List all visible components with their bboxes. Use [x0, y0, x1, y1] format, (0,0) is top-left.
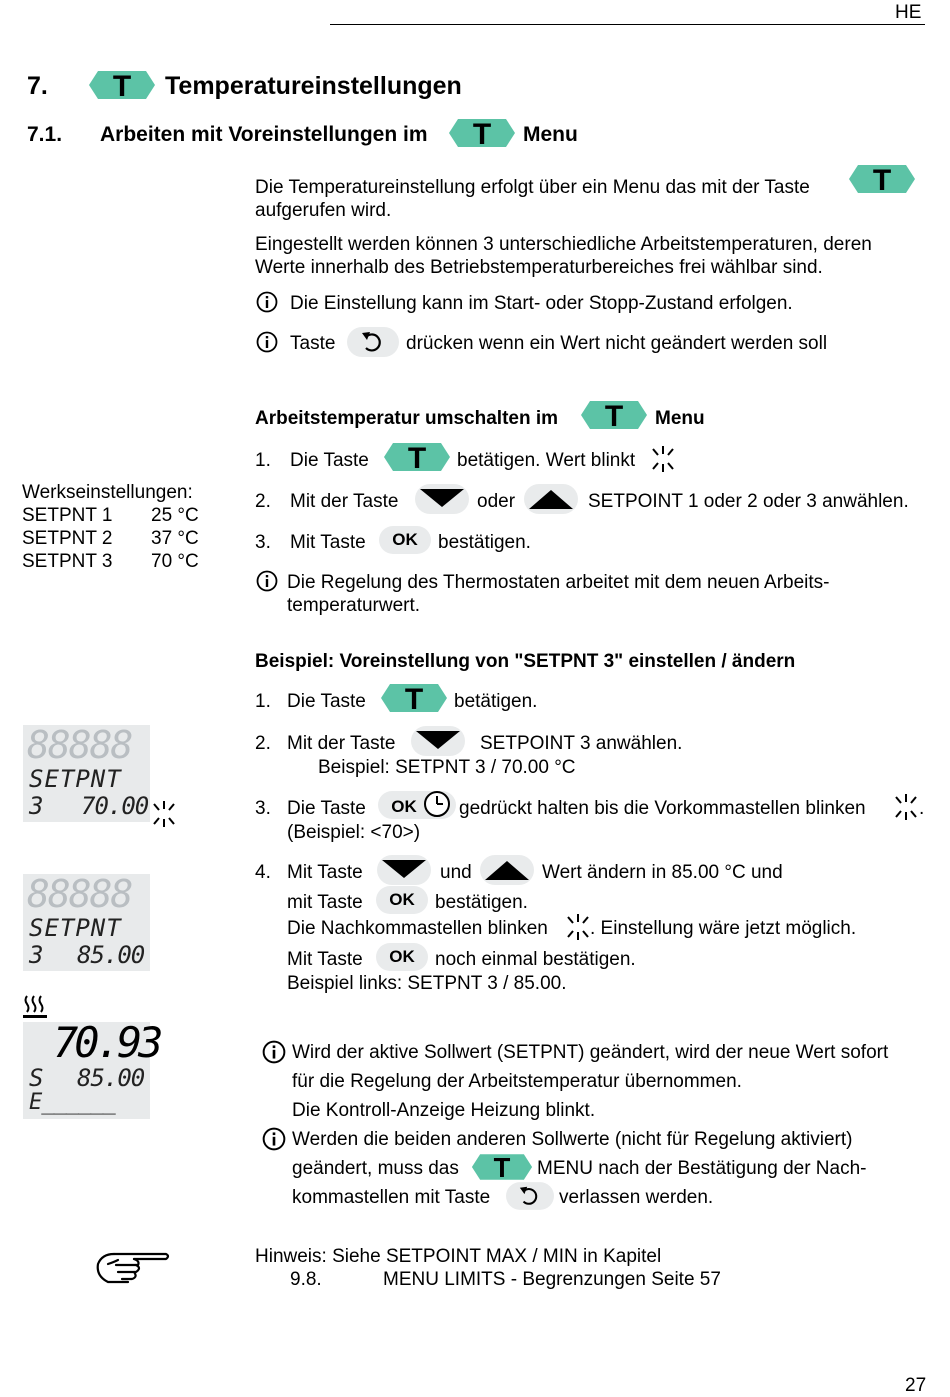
- lcd-line-3-left: 3: [29, 941, 44, 969]
- info-icon: [256, 331, 278, 358]
- svg-text:T: T: [493, 1153, 511, 1181]
- step-text: oder: [477, 491, 516, 512]
- note-2-line-3-before: kommastellen mit Taste: [292, 1187, 491, 1208]
- back-key-icon: [347, 327, 399, 362]
- step-text: Mit der Taste: [287, 733, 396, 754]
- chapter-title: Temperatureinstellungen: [165, 72, 462, 100]
- svg-text:OK: OK: [391, 797, 417, 816]
- t-key-icon: [380, 683, 448, 718]
- arrow-down-icon: [415, 484, 469, 519]
- step-text: betätigen.: [454, 691, 538, 712]
- svg-text:T: T: [407, 442, 427, 472]
- chapter-number: 7.: [27, 72, 48, 100]
- header-label: HE: [895, 2, 922, 23]
- section1-heading-suffix: Menu: [655, 408, 705, 429]
- step-number: 3.: [255, 532, 271, 553]
- step-text: SETPOINT 3 anwählen.: [480, 733, 683, 754]
- hint-line-2-text: MENU LIMITS - Begrenzungen Seite 57: [383, 1269, 721, 1290]
- step-text: und: [440, 862, 472, 883]
- arrow-down-icon: [377, 855, 431, 890]
- note-1-line-3: Die Kontroll-Anzeige Heizung blinkt.: [292, 1100, 596, 1121]
- step-number: 2.: [255, 733, 271, 754]
- step-text: Mit Taste: [290, 532, 366, 553]
- factory-row-name: SETPNT 2: [22, 528, 113, 549]
- lcd-line-3-right: 70.00: [81, 792, 149, 820]
- step-text: Die Taste: [287, 691, 366, 712]
- step-number: 2.: [255, 491, 271, 512]
- svg-text:T: T: [472, 118, 492, 148]
- step-text: Die Nachkommastellen blinken: [287, 918, 548, 939]
- step-number: 4.: [255, 862, 271, 883]
- blink-icon: [650, 445, 676, 478]
- step-text: bestätigen.: [435, 892, 528, 913]
- header-rule: [330, 24, 925, 25]
- section-number: 7.1.: [27, 123, 63, 146]
- svg-text:T: T: [112, 70, 132, 100]
- step-text: mit Taste: [287, 892, 363, 913]
- t-key-icon: [383, 442, 451, 477]
- step-example: Beispiel: SETPNT 3 / 70.00 °C: [318, 757, 576, 778]
- intro-line-4: Werte innerhalb des Betriebstemperaturbereiches frei wählbar sind.: [255, 257, 823, 278]
- lcd-ghost-digits: 88888: [27, 872, 132, 916]
- blink-icon: [893, 793, 919, 826]
- step-text: Wert ändern in 85.00 °C und: [542, 862, 783, 883]
- step-text: . Einstellung wäre jetzt möglich.: [590, 918, 857, 939]
- lcd-display-3: [23, 1018, 160, 1119]
- t-key-icon: [88, 70, 156, 105]
- factory-row-value: 70 °C: [151, 551, 199, 572]
- section1-info-line-1: Die Regelung des Thermostaten arbeitet mit dem neuen Arbeits-: [287, 572, 830, 593]
- lcd-line-2: SETPNT: [29, 765, 122, 793]
- lcd-line-2-left: S: [29, 1064, 44, 1092]
- heating-icon: [23, 994, 47, 1025]
- lcd-line-3-right: 85.00: [77, 941, 145, 969]
- ok-key-icon: OK: [379, 526, 431, 554]
- arrow-up-icon: [524, 484, 578, 519]
- note-1-line-1: Wird der aktive Sollwert (SETPNT) geändert, wird der neue Wert sofort: [292, 1042, 889, 1063]
- step-text: SETPOINT 1 oder 2 oder 3 anwählen.: [588, 491, 909, 512]
- step-text: Beispiel links: SETPNT 3 / 85.00.: [287, 973, 567, 994]
- info-icon: [262, 1127, 286, 1156]
- note-2-line-3-after: verlassen werden.: [559, 1187, 714, 1208]
- section-title: Arbeiten mit Voreinstellungen im: [100, 123, 428, 146]
- ok-key-icon: OK: [376, 943, 428, 971]
- step-text: Die Taste: [290, 450, 369, 471]
- arrow-up-icon: [480, 855, 534, 890]
- step-example: (Beispiel: <70>): [287, 822, 421, 843]
- pointing-hand-icon: [94, 1246, 172, 1291]
- info-icon: [256, 570, 278, 597]
- lcd-display-1: [23, 725, 150, 822]
- step-number: 1.: [255, 691, 271, 712]
- step-text: Mit Taste: [287, 949, 363, 970]
- note-2-line-2-after: MENU nach der Bestätigung der Nach-: [537, 1158, 867, 1179]
- back-key-icon: [506, 1182, 554, 1215]
- factory-row-value: 37 °C: [151, 528, 199, 549]
- step-number: 1.: [255, 450, 271, 471]
- lcd-line-2-right: 85.00: [77, 1064, 145, 1092]
- ok-key-icon: OK: [376, 886, 428, 914]
- lcd-line-3: E______: [29, 1090, 115, 1115]
- lcd-line-2: SETPNT: [29, 914, 122, 942]
- step-text: Mit Taste: [287, 862, 363, 883]
- page-number: 27: [905, 1375, 927, 1396]
- step-text: gedrückt halten bis die Vorkommastellen blinken: [459, 798, 866, 819]
- section2-heading: Beispiel: Voreinstellung von "SETPNT 3" einstellen / ändern: [255, 651, 796, 672]
- step-number: 3.: [255, 798, 271, 819]
- factory-heading: Werkseinstellungen:: [22, 482, 193, 503]
- note-2-line-1: Werden die beiden anderen Sollwerte (nicht für Regelung aktiviert): [292, 1129, 853, 1150]
- svg-text:T: T: [404, 683, 424, 713]
- intro-line-2: aufgerufen wird.: [255, 200, 392, 221]
- t-key-icon: [848, 164, 916, 199]
- lcd-line-3-left: 3: [29, 792, 44, 820]
- section1-heading: Arbeitstemperatur umschalten im: [255, 408, 559, 429]
- hint-line-1: Hinweis: Siehe SETPOINT MAX / MIN in Kapitel: [255, 1246, 662, 1267]
- intro-line-3: Eingestellt werden können 3 unterschiedliche Arbeitstemperaturen, deren: [255, 234, 872, 255]
- section1-info-line-2: temperaturwert.: [287, 595, 421, 616]
- step-text: bestätigen.: [438, 532, 531, 553]
- lcd-display-2: [23, 874, 150, 971]
- step-text: Die Taste: [287, 798, 366, 819]
- svg-text:T: T: [604, 400, 624, 430]
- intro-info-2-after: drücken wenn ein Wert nicht geändert werden soll: [406, 333, 828, 354]
- factory-row-name: SETPNT 1: [22, 505, 113, 526]
- t-key-icon: [448, 118, 516, 153]
- intro-line-1: Die Temperatureinstellung erfolgt über ein Menu das mit der Taste: [255, 177, 810, 198]
- intro-info-1: Die Einstellung kann im Start- oder Stopp-Zustand erfolgen.: [290, 293, 793, 314]
- step-text: Mit der Taste: [290, 491, 399, 512]
- step-text: betätigen. Wert blinkt: [457, 450, 636, 471]
- note-1-line-2: für die Regelung der Arbeitstemperatur übernommen.: [292, 1071, 742, 1092]
- step-text-end: .: [919, 798, 925, 819]
- hint-line-2-number: 9.8.: [290, 1269, 322, 1290]
- note-2-line-2-before: geändert, muss das: [292, 1158, 459, 1179]
- lcd-ghost-digits: 88888: [27, 723, 132, 767]
- factory-row-name: SETPNT 3: [22, 551, 113, 572]
- blink-icon: [565, 913, 591, 946]
- lcd-big-value: 70.93: [53, 1018, 160, 1067]
- section-title-suffix: Menu: [523, 123, 578, 146]
- intro-info-2-before: Taste: [290, 333, 336, 354]
- blink-icon: [151, 800, 177, 833]
- info-icon: [262, 1040, 286, 1069]
- factory-row-value: 25 °C: [151, 505, 199, 526]
- info-icon: [256, 291, 278, 318]
- t-key-icon: [580, 400, 648, 435]
- svg-text:T: T: [872, 164, 892, 194]
- step-text: noch einmal bestätigen.: [435, 949, 636, 970]
